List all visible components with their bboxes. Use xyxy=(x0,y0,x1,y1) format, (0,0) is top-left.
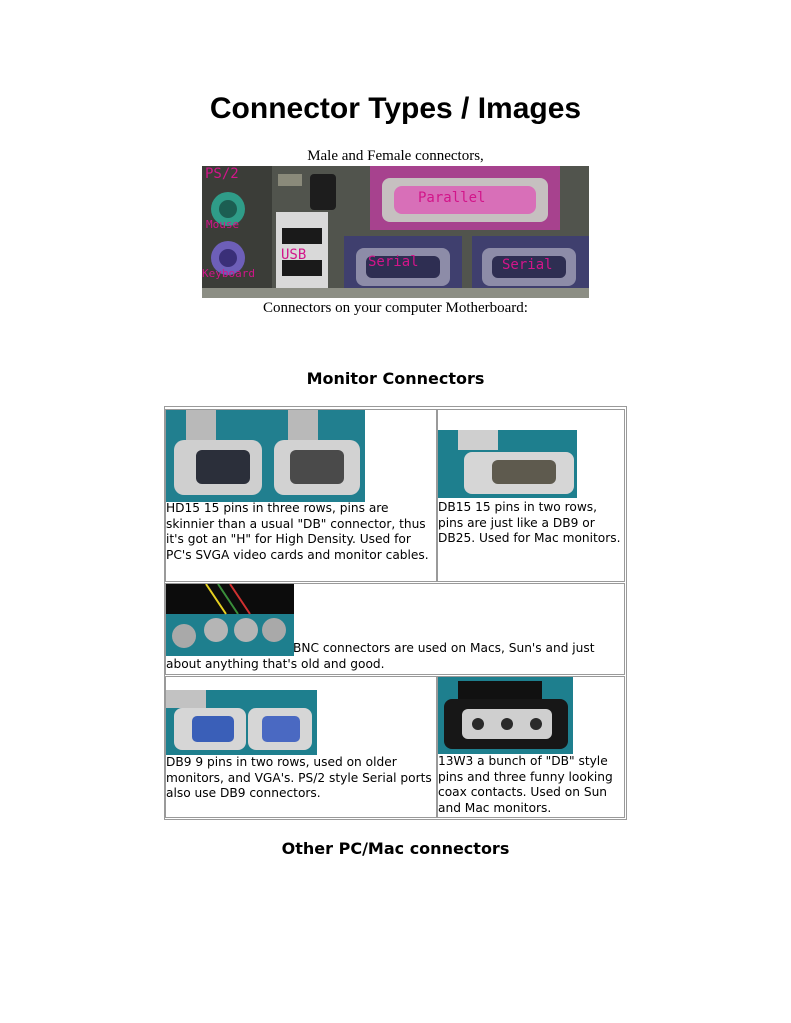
serial-label-2: Serial xyxy=(502,257,553,273)
db9-caption: DB9 9 pins in two rows, used on older monitors, and VGA's. PS/2 style Serial ports also use DB9 connectors. xyxy=(166,755,432,800)
motherboard-connectors-image xyxy=(202,166,589,298)
db9-cell xyxy=(165,676,437,818)
bnc-caption: BNC connectors are used on Macs, Sun's and just about anything that's old and good. xyxy=(166,641,595,671)
db15-image xyxy=(438,430,577,498)
db15-cell xyxy=(437,409,625,582)
serial-label-1: Serial xyxy=(368,254,419,270)
bnc-cell xyxy=(165,583,625,675)
usb-label: USB xyxy=(281,247,307,263)
ps2-label: PS/2 xyxy=(205,166,239,182)
db9-image xyxy=(166,690,317,755)
parallel-label: Parallel xyxy=(418,190,486,206)
intro-bottom-text: Connectors on your computer Motherboard: xyxy=(263,300,528,316)
13w3-image xyxy=(438,677,573,754)
13w3-cell xyxy=(437,676,625,818)
keyboard-label: Keyboard xyxy=(202,267,255,280)
13w3-caption: 13W3 a bunch of "DB" style pins and three funny looking coax contacts. Used on Sun and Mac monitors. xyxy=(438,754,613,815)
db15-caption: DB15 15 pins in two rows, pins are just like a DB9 or DB25. Used for Mac monitors. xyxy=(438,500,621,545)
mouse-label: Mouse xyxy=(206,218,240,231)
hd15-image xyxy=(166,410,365,502)
hd15-caption: HD15 15 pins in three rows, pins are skinnier than a usual "DB" connector, thus it's got an "H" for High Density. Used for PC's SVGA video cards and monitor cables. xyxy=(166,501,429,562)
other-connectors-heading: Other PC/Mac connectors xyxy=(281,839,510,858)
monitor-connectors-heading: Monitor Connectors xyxy=(306,369,485,388)
hd15-cell xyxy=(165,409,437,582)
page-title: Connector Types / Images xyxy=(209,92,582,125)
intro-top-text: Male and Female connectors, xyxy=(307,148,484,164)
